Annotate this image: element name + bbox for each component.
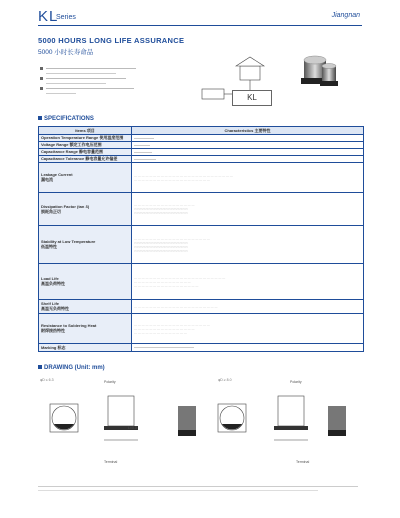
spec-value <box>132 156 364 163</box>
product-box: KL <box>232 90 272 106</box>
spec-value <box>132 344 364 352</box>
specs-section-title: SPECIFICATIONS <box>38 116 94 122</box>
polarity-mark <box>54 424 74 429</box>
drawing-section-title: DRAWING (Unit: mm) <box>38 365 105 371</box>
front-view-body <box>178 406 196 430</box>
polarity-mark-2 <box>222 424 242 429</box>
side-view-base-2 <box>274 426 308 430</box>
spec-label-leakage: Leakage Current 漏电流 <box>39 163 132 193</box>
front-view-base-2 <box>328 430 346 436</box>
spec-label-lowtemp: Stability at Low Temperature 低温特性 <box>39 226 132 264</box>
front-view-base <box>178 430 196 436</box>
capacitor-top <box>304 56 326 64</box>
spec-value <box>132 142 364 149</box>
series-code: KL <box>38 8 59 25</box>
title-english: 5000 HOURS LONG LIFE ASSURANCE <box>38 36 185 45</box>
spec-value-loadlife: — — — — — — — — — — — — — — — — — — — — — — — — — — — — — — — — — — — — — — — — — — — — — — — — — — — — — — — — <box>132 264 364 300</box>
spec-value <box>132 149 364 156</box>
series-word: Series <box>56 14 76 21</box>
spec-label: Marking 标志 <box>39 344 132 352</box>
capacitor-top-2 <box>322 64 336 69</box>
spec-label: Operation Temperature Range 使用温度范围 <box>39 135 132 142</box>
footer-note <box>38 486 364 491</box>
front-view-body-2 <box>328 406 346 430</box>
spec-value-lowtemp: — — — — — — — — — — — — — — — — — — — — ▭▭▭▭▭▭▭▭▭▭▭▭▭▭▭▭▭▭▭ ▭▭▭▭▭▭▭▭▭▭▭▭▭▭▭▭▭▭▭ ▭▭▭▭▭▭▭▭▭▭▭▭▭▭▭▭▭▭▭ <box>132 226 364 264</box>
spec-value-leakage: — — — — — — — — — — — — — — — — — — — — — — — — — — — — — — — — — — — — — — — — — — — — — — <box>132 163 364 193</box>
spec-label-solder: Resistance to Soldering Heat 耐焊接热特性 <box>39 314 132 344</box>
left-box <box>202 89 224 99</box>
spec-label: Voltage Range 额定工作电压范围 <box>39 142 132 149</box>
arrow-head <box>236 57 264 66</box>
spec-label-shelf: Shelf Life 高温无负荷特性 <box>39 300 132 314</box>
drawing-label-right: φD ≥ 8.0 <box>218 378 232 382</box>
dimension-drawing <box>38 384 364 474</box>
polarity-label-right: Polarity <box>290 380 302 384</box>
side-view-body <box>108 396 134 426</box>
header-rule <box>38 25 362 26</box>
drawing-label-left: φD ≤ 6.3 <box>40 378 54 382</box>
spec-value-solder: — — — — — — — — — — — — — — — — — — — — — — — — — — — — — — — — — — — — — — — — — — — — — — — — — — <box>132 314 364 344</box>
spec-label: Capacitance Tolerance 静电容量允许偏差 <box>39 156 132 163</box>
spec-value-df: — — — — — — — — — — — — — — — — ▭▭▭▭▭▭▭▭▭▭▭▭▭▭▭▭▭▭▭ ▭▭▭▭▭▭▭▭▭▭▭▭▭▭▭▭▭▭▭ <box>132 193 364 226</box>
polarity-label: Polarity <box>104 380 116 384</box>
title-chinese: 5000 小时长寿命品 <box>38 49 94 56</box>
spec-value-shelf: — — — — — — — — — — — — — — — — — — — — — — <box>132 300 364 314</box>
spec-label-loadlife: Load Life 高温负荷特性 <box>39 264 132 300</box>
feature-list <box>40 66 136 96</box>
spec-label-df: Dissipation Factor (tan δ) 损耗角正切 <box>39 193 132 226</box>
col-header-items: Items 项目 <box>39 127 132 135</box>
spec-value <box>132 135 364 142</box>
capacitor-photo <box>296 50 346 94</box>
dim-label-l: L±0.3 <box>128 426 137 430</box>
brand-logo: Jiangnan <box>331 12 360 19</box>
feature-item <box>46 91 136 96</box>
terminal-label-right: Terminal <box>296 460 310 464</box>
upper-box <box>240 66 260 80</box>
col-header-characteristics: Characteristics 主要特性 <box>132 127 364 135</box>
spec-label: Capacitance Range 静电容量范围 <box>39 149 132 156</box>
specs-table <box>38 126 364 352</box>
side-view-body-2 <box>278 396 304 426</box>
terminal-label: Terminal <box>104 460 118 464</box>
capacitor-base-2 <box>320 81 338 86</box>
